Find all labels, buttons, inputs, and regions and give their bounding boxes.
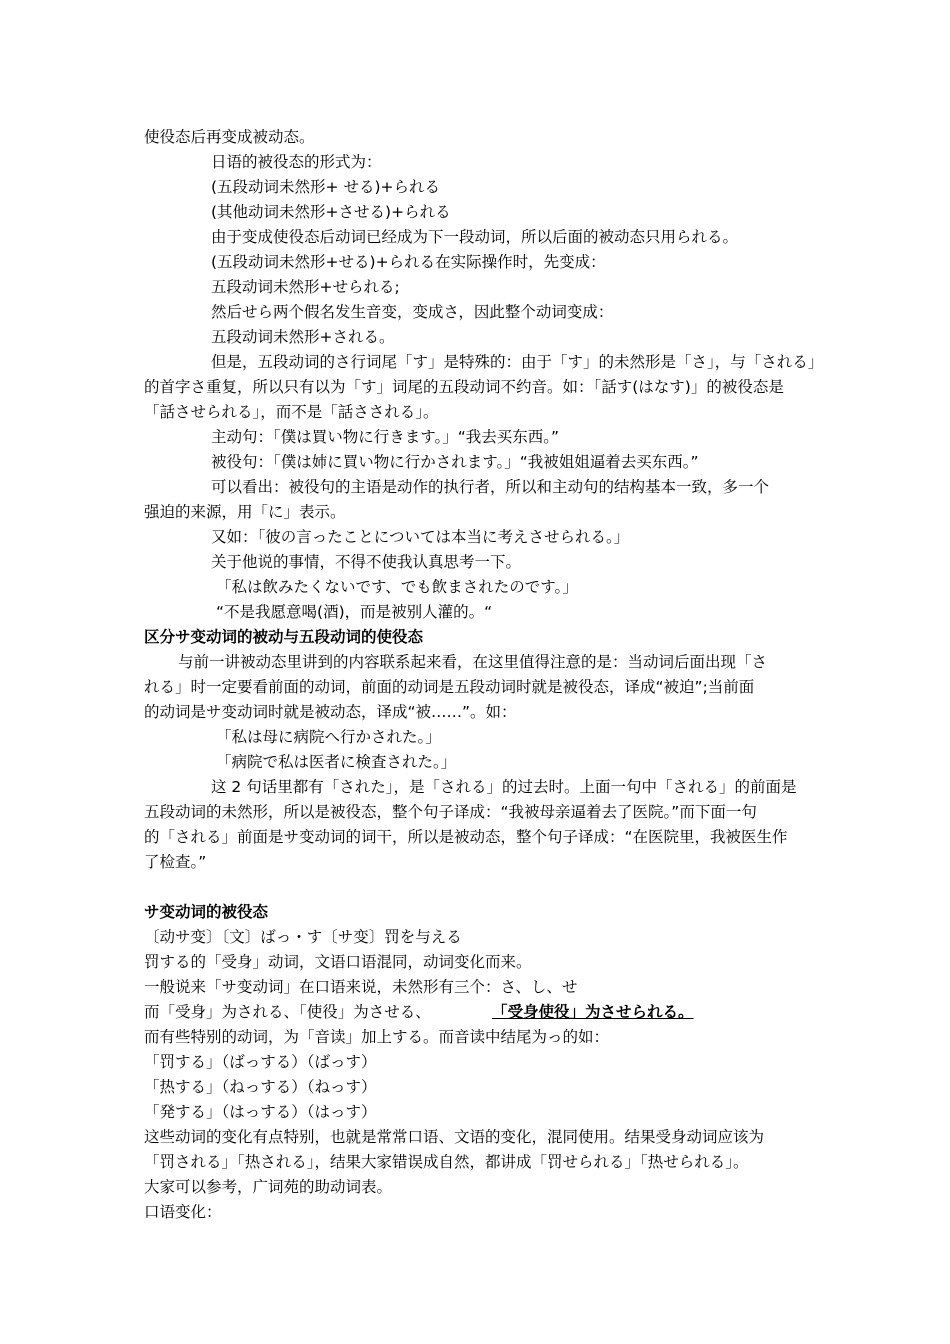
paragraph-line: 与前一讲被动态里讲到的内容联系起来看，在这里值得注意的是：当动词后面出现「さ bbox=[178, 653, 768, 671]
paragraph-line: 使役态后再变成被动态。 bbox=[144, 128, 315, 146]
paragraph-line: 日语的被役态的形式为： bbox=[211, 153, 382, 171]
formula-line: (其他动词未然形+させる)+られる bbox=[211, 203, 451, 221]
example-sentence: 被役句：「僕は姉に買い物に行かされます。」“我被姐姐逼着去买东西。” bbox=[211, 453, 699, 471]
paragraph-line: 由于变成使役态后动词已经成为下一段动词，所以后面的被动态只用られる。 bbox=[211, 228, 739, 246]
paragraph-line: 的动词是サ变动词时就是被动态，译成“被……”。如： bbox=[144, 703, 517, 721]
paragraph-line: 可以看出：被役句的主语是动作的执行者，所以和主动句的结构基本一致，多一个 bbox=[211, 478, 770, 496]
verb-example: 「罚する」（ばっする）（ばっす） bbox=[144, 1053, 377, 1071]
paragraph-line: 的「される」前面是サ变动词的词干，所以是被动态，整个句子译成：“在医院里，我被医生作 bbox=[144, 828, 788, 846]
paragraph-line: 「罚される」「热される」，结果大家错误成自然，都讲成「罚せられる」「热せられる」。 bbox=[144, 1153, 749, 1171]
paragraph-line: 然后せら两个假名发生音变，变成さ，因此整个动词变成： bbox=[211, 303, 614, 321]
paragraph-line: 关于他说的事情，不得不使我认真思考一下。 bbox=[211, 553, 522, 571]
dictionary-entry: 〔动サ变〕〔文〕ばっ・す〔サ变〕罚を与える bbox=[144, 928, 462, 946]
example-sentence: 主动句：「僕は買い物に行きます。」“我去买东西。” bbox=[211, 428, 560, 446]
paragraph-line: 而「受身」为される、「使役」为させる、 bbox=[144, 1003, 431, 1021]
example-sentence: 「病院で私は医者に検査された。」 bbox=[216, 753, 457, 771]
paragraph-line: (五段动词未然形+せる)+られる在实际操作时，先变成： bbox=[211, 253, 606, 271]
paragraph-line: 但是，五段动词的さ行词尾「す」是特殊的：由于「す」的未然形是「さ」，与「される」 bbox=[211, 353, 824, 371]
paragraph-line: 这 2 句话里都有「された」，是「される」的过去时。上面一句中「される」的前面是 bbox=[211, 778, 797, 796]
example-sentence: 「私は母に病院へ行かされた。」 bbox=[216, 728, 441, 746]
section-heading: サ变动词的被役态 bbox=[144, 903, 269, 921]
paragraph-line: 「話させられる」，而不是「話さされる」。 bbox=[144, 403, 439, 421]
paragraph-line: 口语变化： bbox=[144, 1203, 222, 1221]
paragraph-line: 的首字さ重复，所以只有以为「す」词尾的五段动词不约音。如：「話す(はなす)」的被役态是 bbox=[144, 378, 784, 396]
formula-line: 五段动词未然形+せられる; bbox=[211, 278, 400, 296]
paragraph-line: 一般说来「サ变动词」在口语来说，未然形有三个：さ、し、せ bbox=[144, 978, 578, 996]
verb-example: 「热する」（ねっする）（ねっす） bbox=[144, 1078, 377, 1096]
section-heading: 区分サ变动词的被动与五段动词的使役态 bbox=[144, 628, 424, 646]
paragraph-line: 了检查。” bbox=[144, 853, 207, 871]
example-sentence: 又如：「彼の言ったことについては本当に考えさせられる。」 bbox=[211, 528, 630, 546]
formula-line: (五段动词未然形+ せる)+られる bbox=[211, 178, 440, 196]
paragraph-line: 罚する的「受身」动词，文语口语混同，动词变化而来。 bbox=[144, 953, 532, 971]
formula-line: 五段动词未然形+される。 bbox=[211, 328, 395, 346]
paragraph-line: れる」时一定要看前面的动词，前面的动词是五段动词时就是被役态，译成“被迫”;当前面 bbox=[144, 678, 755, 696]
paragraph-line: “不是我愿意喝(酒)，而是被别人灌的。“ bbox=[216, 603, 493, 621]
verb-example: 「発する」（はっする）（はっす） bbox=[144, 1103, 377, 1121]
paragraph-line: 大家可以参考，广词苑的助动词表。 bbox=[144, 1178, 393, 1196]
paragraph-line: 而有些特别的动词，为「音读」加上する。而音读中结尾为っ的如： bbox=[144, 1028, 610, 1046]
paragraph-line: 强迫的来源，用「に」表示。 bbox=[144, 503, 346, 521]
highlighted-phrase: 「受身使役」为させられる。 bbox=[492, 1003, 694, 1021]
paragraph-line: 这些动词的变化有点特别，也就是常常口语、文语的变化，混同使用。结果受身动词应该为 bbox=[144, 1128, 765, 1146]
example-sentence: 「私は飲みたくないです、でも飲まされたのです。」 bbox=[216, 578, 578, 596]
paragraph-line: 五段动词的未然形，所以是被役态，整个句子译成：“我被母亲逼着去了医院。”而下面一句 bbox=[144, 803, 757, 821]
